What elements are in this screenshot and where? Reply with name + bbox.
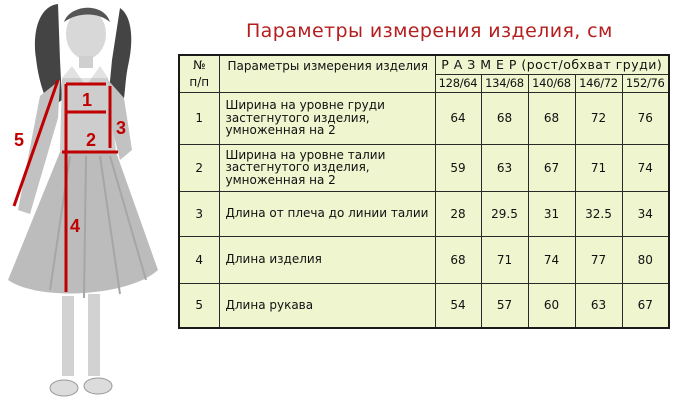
row-value: 76 [622, 92, 669, 144]
row-value: 59 [435, 144, 481, 191]
row-value: 80 [622, 236, 669, 283]
row-value: 71 [575, 144, 622, 191]
dress-measurement-figure [0, 0, 170, 416]
row-value: 32.5 [575, 191, 622, 236]
marker-1: 1 [82, 90, 93, 110]
row-value: 67 [622, 283, 669, 328]
row-number: 5 [179, 283, 219, 328]
row-value: 71 [481, 236, 528, 283]
marker-3: 3 [116, 118, 127, 138]
row-value: 77 [575, 236, 622, 283]
row-value: 57 [481, 283, 528, 328]
girl-figure-illustration [8, 4, 158, 396]
row-number: 1 [179, 92, 219, 144]
row-value: 68 [481, 92, 528, 144]
size-col-header: 128/64 [435, 74, 481, 92]
row-value: 74 [622, 144, 669, 191]
table-row [179, 283, 669, 328]
param-header: Параметры измерения изделия [219, 55, 435, 92]
size-col-header: 146/72 [575, 74, 622, 92]
marker-2: 2 [86, 130, 97, 150]
row-value: 63 [575, 283, 622, 328]
row-value: 31 [528, 191, 575, 236]
row-label: Длина от плеча до линии талии [219, 191, 435, 236]
marker-5: 5 [14, 130, 25, 150]
row-value: 63 [481, 144, 528, 191]
row-value: 74 [528, 236, 575, 283]
row-value: 68 [435, 236, 481, 283]
row-value: 34 [622, 191, 669, 236]
row-label: Ширина на уровне груди застегнутого изделия, умноженная на 2 [219, 92, 435, 144]
row-value: 28 [435, 191, 481, 236]
page-title: Параметры измерения изделия, см [246, 20, 613, 42]
size-col-header: 152/76 [622, 74, 669, 92]
row-value: 72 [575, 92, 622, 144]
row-value: 64 [435, 92, 481, 144]
row-value: 29.5 [481, 191, 528, 236]
marker-4: 4 [70, 216, 81, 236]
row-value: 67 [528, 144, 575, 191]
size-header: Р А З М Е Р (рост/обхват груди) [435, 55, 669, 74]
size-table [178, 54, 670, 329]
row-number: 4 [179, 236, 219, 283]
size-col-header: 134/68 [481, 74, 528, 92]
row-number: 3 [179, 191, 219, 236]
size-col-header: 140/68 [528, 74, 575, 92]
row-value: 68 [528, 92, 575, 144]
table-row [179, 144, 669, 191]
row-label: Длина рукава [219, 283, 435, 328]
row-label: Ширина на уровне талии застегнутого изделия, умноженная на 2 [219, 144, 435, 191]
table-row [179, 92, 669, 144]
row-label: Длина изделия [219, 236, 435, 283]
row-value: 54 [435, 283, 481, 328]
row-number: 2 [179, 144, 219, 191]
num-header-symbol: № [193, 57, 206, 72]
num-header [179, 55, 219, 92]
num-header-abbr: п/п [189, 74, 210, 89]
row-value: 60 [528, 283, 575, 328]
table-row [179, 191, 669, 236]
table-row [179, 236, 669, 283]
